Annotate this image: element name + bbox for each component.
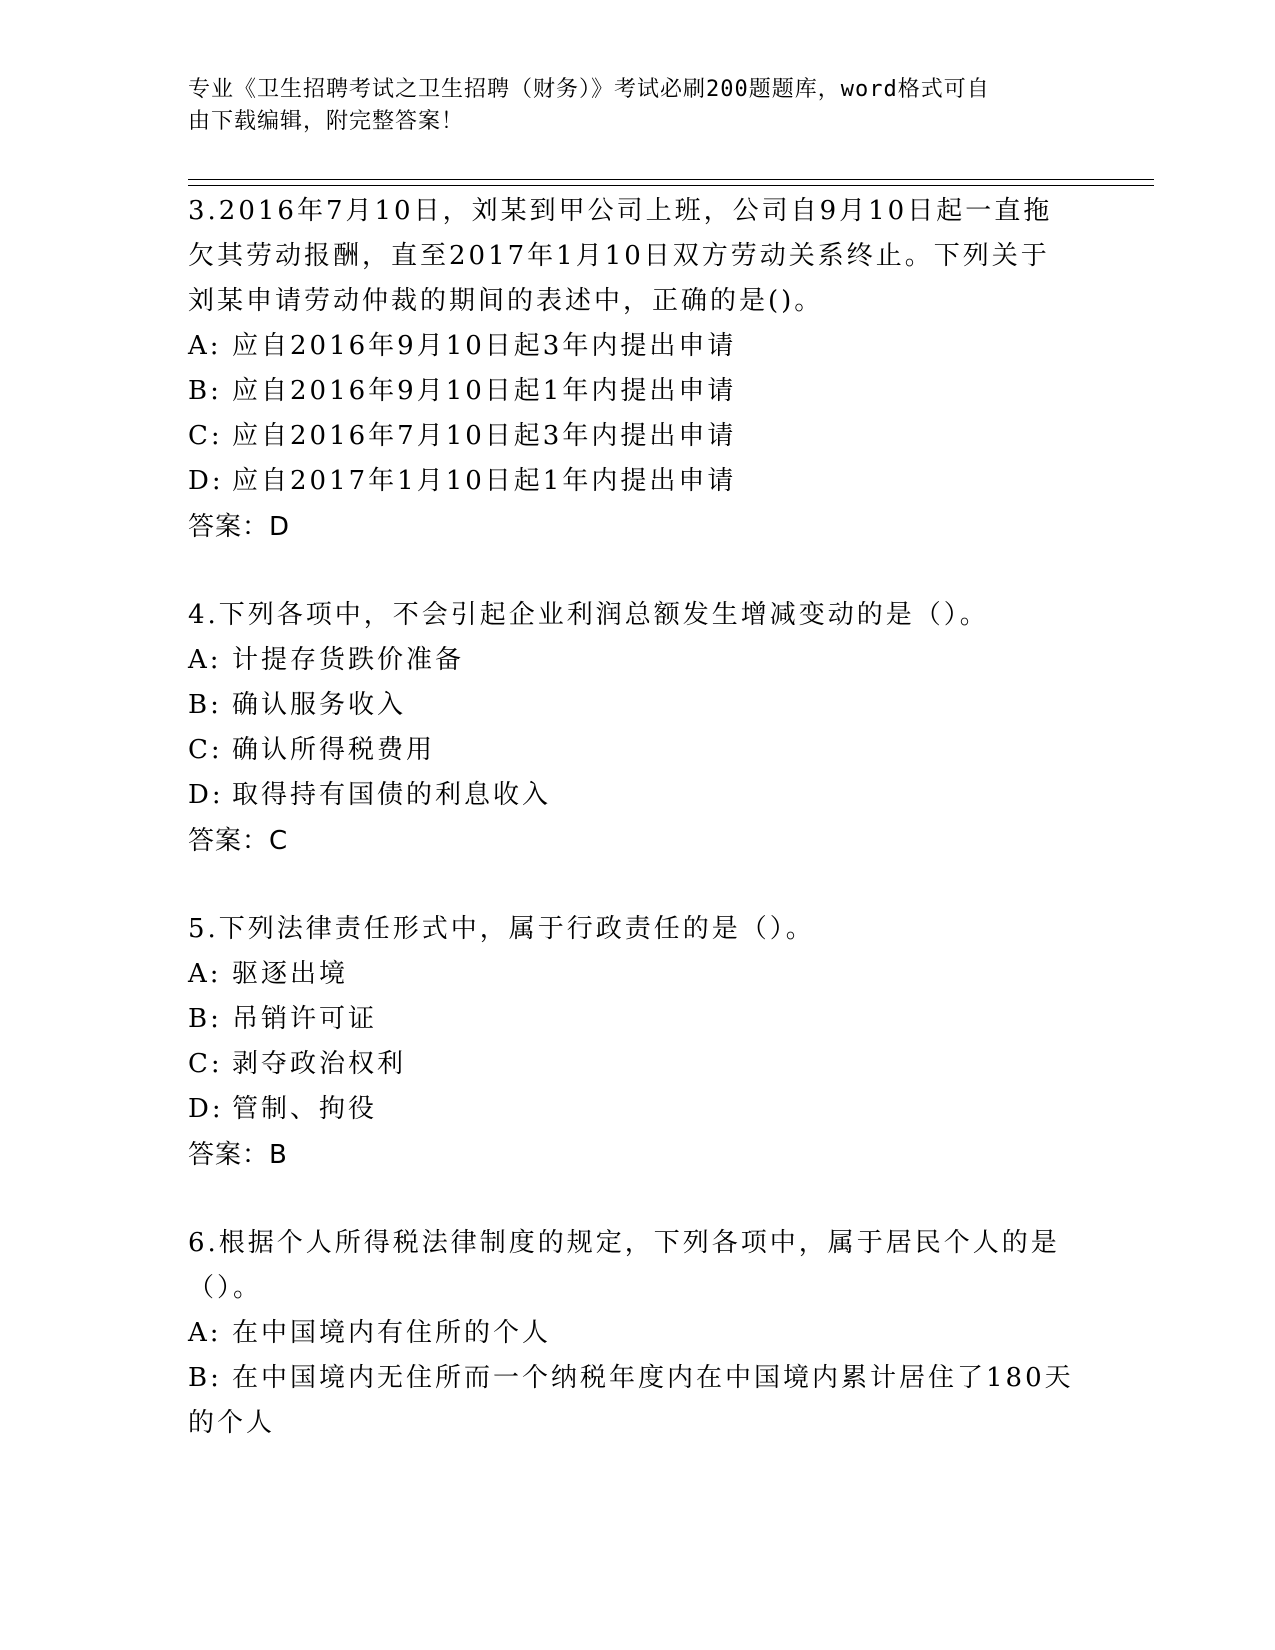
option-label: A: bbox=[188, 1318, 222, 1348]
option-d bbox=[188, 1087, 1088, 1132]
question-stem-line: 欠其劳动报酬，直至2017年1月10日双方劳动关系终止。下列关于 bbox=[188, 241, 1050, 271]
option-c bbox=[188, 728, 1088, 773]
question-spacer bbox=[188, 1178, 1088, 1221]
option-c bbox=[188, 1042, 1088, 1087]
option-text: 应自2016年7月10日起3年内提出申请 bbox=[232, 421, 737, 451]
option-label: A: bbox=[188, 959, 222, 989]
option-text: 在中国境内无住所而一个纳税年度内在中国境内累计居住了180天 bbox=[232, 1363, 1074, 1393]
option-label: D: bbox=[188, 466, 224, 496]
option-label: B: bbox=[188, 1004, 222, 1034]
option-text: 应自2016年9月10日起1年内提出申请 bbox=[232, 376, 737, 406]
option-b bbox=[188, 997, 1088, 1042]
option-label: C: bbox=[188, 735, 223, 765]
option-label: C: bbox=[188, 421, 223, 451]
option-label: C: bbox=[188, 1049, 223, 1079]
option-text: 取得持有国债的利息收入 bbox=[232, 780, 552, 810]
option-label: B: bbox=[188, 1363, 222, 1393]
answer-line: 答案：B bbox=[188, 1140, 288, 1170]
option-label: D: bbox=[188, 780, 224, 810]
option-label: D: bbox=[188, 1094, 224, 1124]
option-label: A: bbox=[188, 645, 222, 675]
answer-line: 答案：D bbox=[188, 512, 291, 542]
option-b bbox=[188, 1356, 1088, 1401]
header-rule-top bbox=[188, 179, 1154, 180]
answer-line: 答案：C bbox=[188, 826, 289, 856]
option-label: A: bbox=[188, 331, 222, 361]
option-a bbox=[188, 638, 1088, 683]
question-stem-line: 4.下列各项中，不会引起企业利润总额发生增减变动的是（）。 bbox=[188, 600, 989, 630]
question-stem-line: （）。 bbox=[188, 1273, 263, 1303]
option-text: 应自2017年1月10日起1年内提出申请 bbox=[232, 466, 737, 496]
question-list bbox=[188, 189, 1088, 1446]
question-stem-line: 刘某申请劳动仲裁的期间的表述中，正确的是()。 bbox=[188, 286, 824, 316]
question-stem-line: 5.下列法律责任形式中，属于行政责任的是（）。 bbox=[188, 914, 815, 944]
option-text: 确认所得税费用 bbox=[232, 735, 436, 765]
option-text: 驱逐出境 bbox=[232, 959, 349, 989]
option-text: 在中国境内有住所的个人 bbox=[232, 1318, 552, 1348]
question-4 bbox=[188, 593, 1088, 864]
option-b bbox=[188, 369, 1088, 414]
option-d bbox=[188, 459, 1088, 504]
question-6 bbox=[188, 1221, 1088, 1446]
header-rule-bottom bbox=[188, 185, 1154, 186]
document-header bbox=[188, 74, 1068, 138]
option-d bbox=[188, 773, 1088, 818]
option-text: 应自2016年9月10日起3年内提出申请 bbox=[232, 331, 737, 361]
option-b bbox=[188, 683, 1088, 728]
option-b-continuation: 的个人 bbox=[188, 1408, 276, 1438]
option-text: 管制、拘役 bbox=[232, 1094, 378, 1124]
option-label: B: bbox=[188, 376, 222, 406]
question-spacer bbox=[188, 864, 1088, 907]
option-text: 确认服务收入 bbox=[232, 690, 407, 720]
option-c bbox=[188, 414, 1088, 459]
option-text: 吊销许可证 bbox=[232, 1004, 378, 1034]
option-label: B: bbox=[188, 690, 222, 720]
option-a bbox=[188, 1311, 1088, 1356]
option-text: 计提存货跌价准备 bbox=[232, 645, 465, 675]
option-a bbox=[188, 324, 1088, 369]
question-spacer bbox=[188, 550, 1088, 593]
option-a bbox=[188, 952, 1088, 997]
question-3 bbox=[188, 189, 1088, 550]
header-line-2: 由下载编辑，附完整答案！ bbox=[188, 109, 465, 134]
question-stem-line: 6.根据个人所得税法律制度的规定，下列各项中，属于居民个人的是 bbox=[188, 1228, 1060, 1258]
question-5 bbox=[188, 907, 1088, 1178]
header-line-1: 专业《卫生招聘考试之卫生招聘（财务）》考试必刷200题题库，word格式可自 bbox=[188, 77, 990, 102]
option-text: 剥夺政治权利 bbox=[232, 1049, 407, 1079]
question-stem-line: 3.2016年7月10日，刘某到甲公司上班，公司自9月10日起一直拖 bbox=[188, 196, 1053, 226]
